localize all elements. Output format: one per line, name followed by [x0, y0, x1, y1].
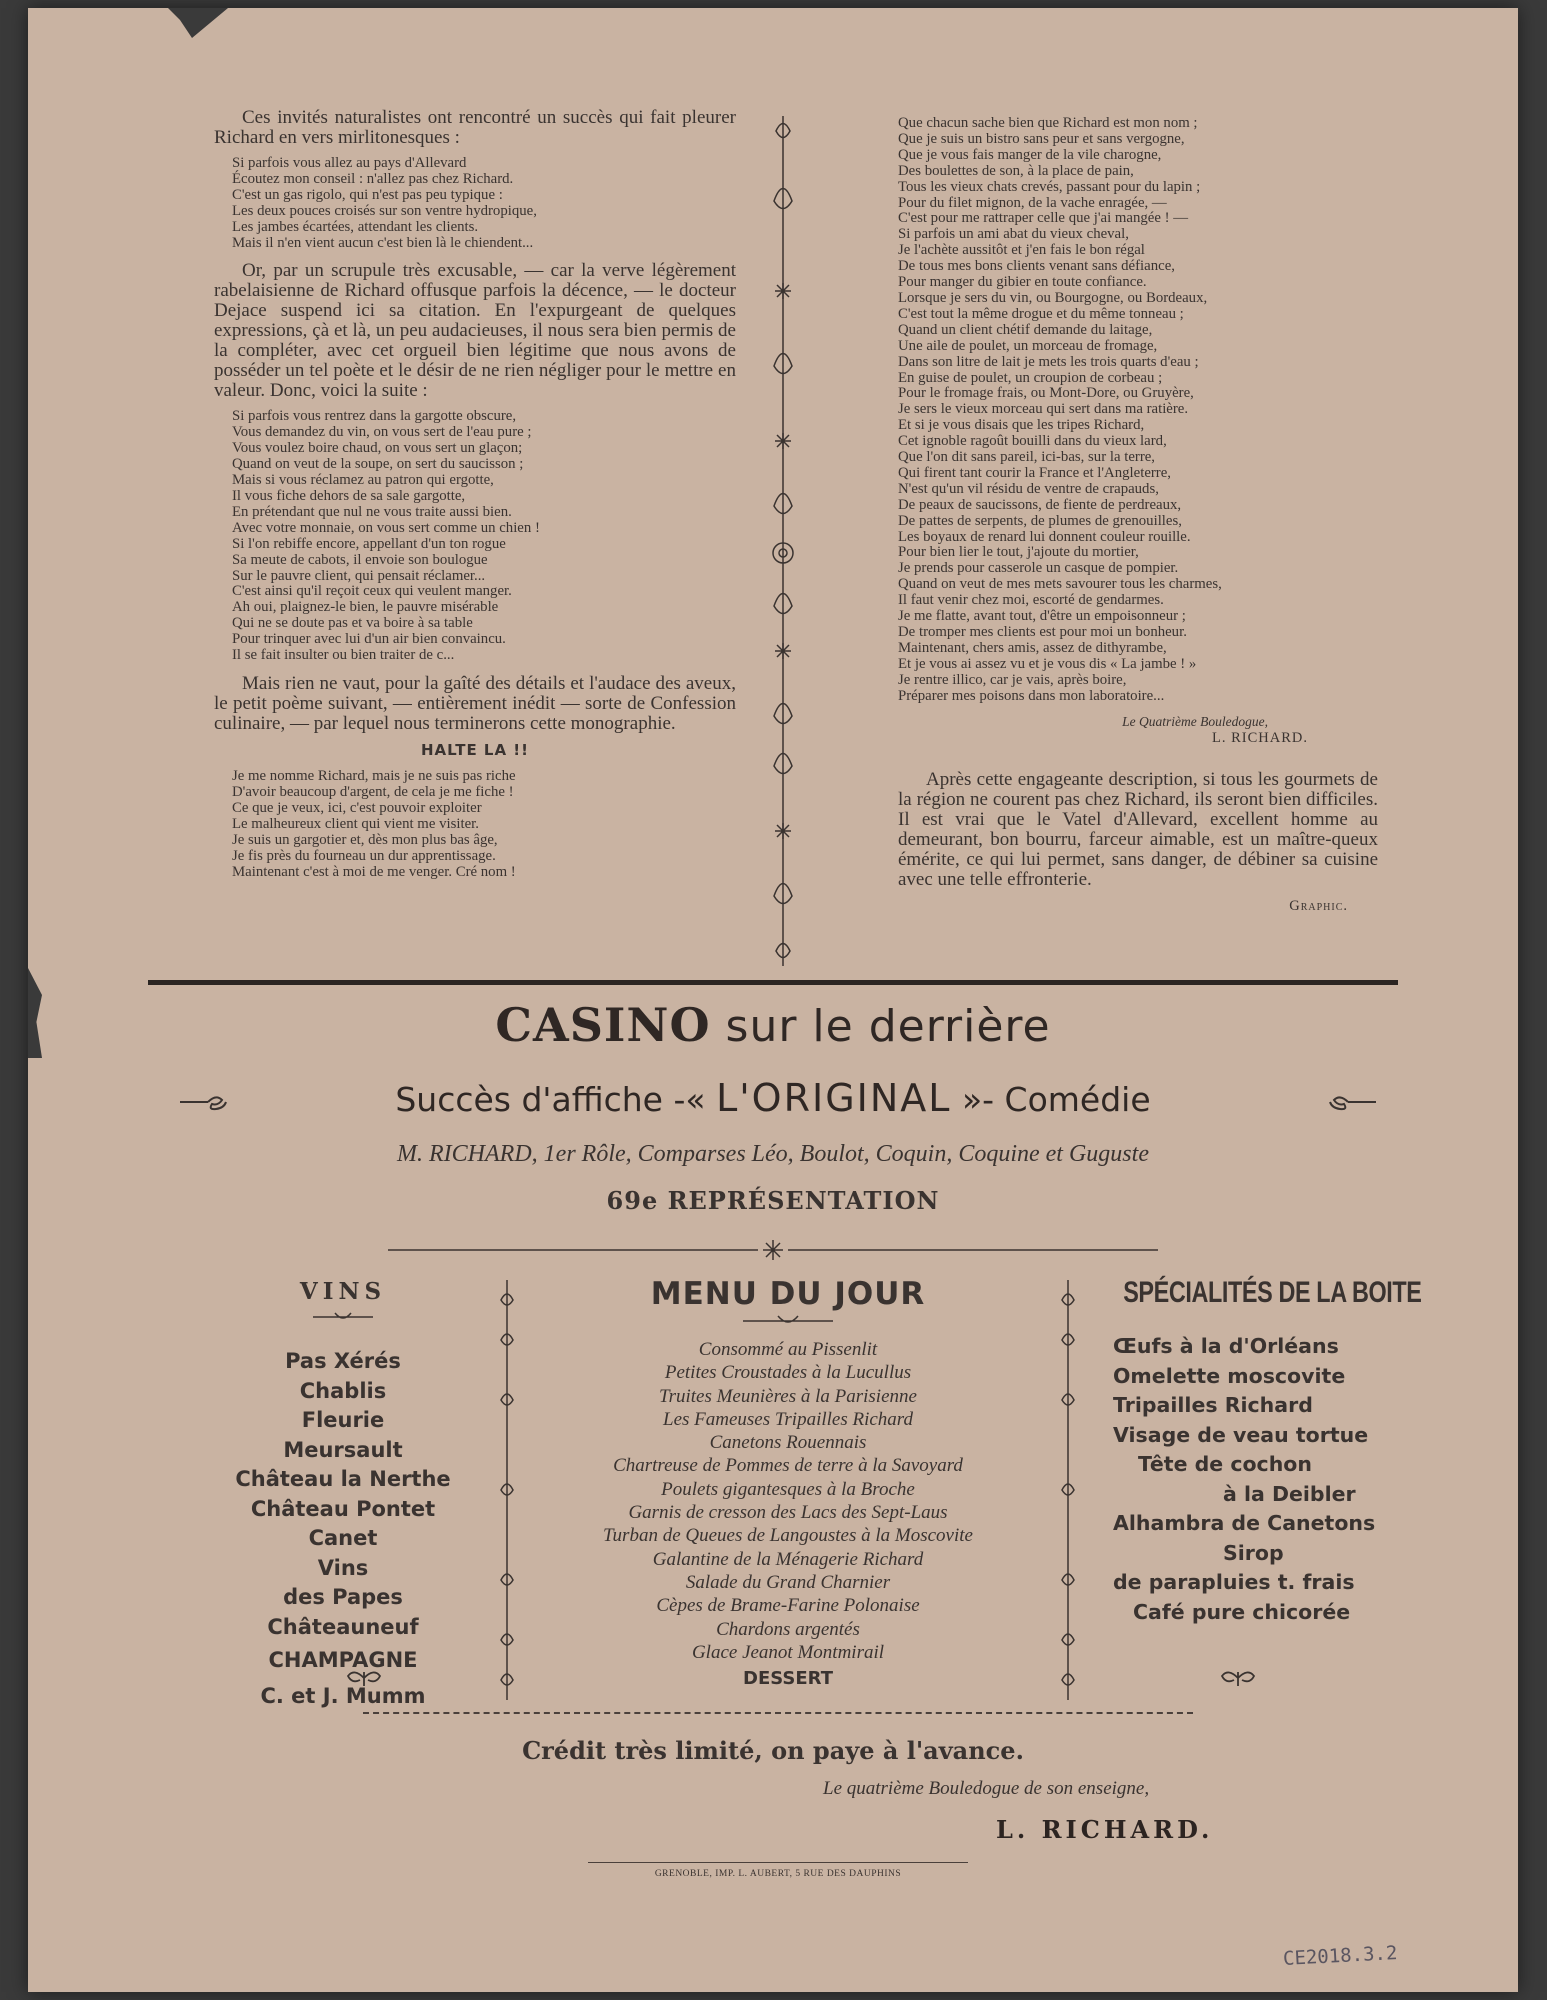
verse-line: Il faut venir chez moi, escorté de gendarmes.	[898, 592, 1164, 609]
wine-item: Château Pontet Canet	[250, 1496, 436, 1550]
verse-line: De tous mes bons clients venant sans défiance,	[898, 258, 1175, 275]
article-right-column	[898, 116, 1378, 915]
footer-signature: L. RICHARD.	[996, 1815, 1214, 1844]
verse-line: Qui firent tant courir la France et l'Angleterre,	[898, 464, 1172, 481]
menu-du-jour-column	[533, 1276, 1043, 1689]
succes-suffix: »- Comédie	[951, 1080, 1151, 1119]
verse-block-2	[232, 409, 736, 664]
verse-line: Que je suis un bistro sans peur et sans vergogne,	[898, 130, 1185, 147]
verse-line: Pour trinquer avec lui d'un air bien convaincu.	[232, 631, 506, 648]
verse-line: De tromper mes clients est pour moi un bonheur.	[898, 624, 1187, 640]
verse-line: Il vous fiche dehors de sa sale gargotte,	[232, 487, 466, 504]
closing-paragraph: Après cette engageante description, si tous les gourmets de la région ne courent pas chez Richard, ils seront bien difficiles. Il est vrai que le Vatel d'Allevard, excellent homme au demeurant, bon bourru, farceur aimable, est un maître-queux émérite, ce qui lui permet, sans danger, de débiner sa cuisine avec une telle effronterie.	[898, 768, 1378, 890]
verse-line: C'est ainsi qu'il reçoit ceux qui veulent manger.	[232, 583, 512, 600]
wine-item: Vins	[317, 1555, 369, 1580]
menu-item: Truites Meunières à la Parisienne	[659, 1385, 917, 1407]
verse-line: Mais si vous réclamez au patron qui ergotte,	[232, 472, 494, 489]
verse-line: Sur le pauvre client, qui pensait réclamer...	[232, 567, 486, 584]
verse-line: Les boyaux de renard lui donnent couleur rouille.	[898, 528, 1191, 545]
menu-item: Canetons Rouennais	[709, 1432, 867, 1454]
verse-line: Il se fait insulter ou bien traiter de c...	[232, 647, 455, 664]
verse-line: Quand un client chétif demande du laitage,	[898, 321, 1153, 338]
specialty-item: Sirop	[1223, 1540, 1284, 1565]
verse-line: De peaux de saucissons, de fiente de perdreaux,	[898, 496, 1182, 513]
printer-imprint: GRENOBLE, IMP. L. AUBERT, 5 RUE DES DAUPHINS	[588, 1862, 968, 1879]
menu-item: Garnis de cresson des Lacs des Sept-Laus	[628, 1502, 948, 1524]
specialty-item: Œufs à la d'Orléans	[1113, 1334, 1339, 1358]
vins-title: VINS	[299, 1278, 387, 1305]
verse-line: Si parfois vous allez au pays d'Allevard	[232, 155, 467, 171]
menu-item: Chardons argentés	[716, 1618, 860, 1640]
succes-prefix: Succès d'affiche -«	[395, 1080, 717, 1119]
menu-item: Chartreuse de Pommes de terre à la Savoyard	[613, 1455, 963, 1477]
verse-line: De pattes de serpents, de plumes de grenouilles,	[898, 512, 1182, 529]
verse-line: Pour le fromage frais, ou Mont-Dore, ou Gruyère,	[898, 385, 1194, 402]
verse-line: Maintenant c'est à moi de me venger. Cré nom !	[232, 863, 516, 880]
star-divider	[388, 1240, 1158, 1260]
verse-line: Vous demandez du vin, on vous sert de l'eau pure ;	[232, 424, 532, 441]
poster-sheet	[28, 8, 1518, 1992]
succes-line	[28, 1076, 1518, 1120]
verse-line: Je rentre illico, car je vais, après boire,	[898, 671, 1127, 688]
verse-line: Pour manger du gibier en toute confiance.	[898, 274, 1147, 291]
verse-line: Je prends pour casserole un casque de pompier.	[898, 560, 1179, 577]
menu-item: Turban de Queues de Langoustes à la Moscovite	[603, 1525, 973, 1547]
article-signature: Graphic.	[1289, 897, 1348, 914]
vins-column	[213, 1278, 473, 1711]
ornamental-divider	[768, 116, 798, 966]
verse-line: C'est tout la même drogue et du même tonneau ;	[898, 305, 1184, 322]
catalog-reference: CE2018.3.2	[1282, 1942, 1398, 1970]
verse-line: Que je vous fais manger de la vile charogne,	[898, 146, 1162, 163]
verse-line: Dans son litre de lait je mets les trois quarts d'eau ;	[898, 353, 1199, 370]
verse-line: Pour du filet mignon, de la vache enragée, —	[898, 194, 1167, 211]
credit-notice: Crédit très limité, on paye à l'avance.	[522, 1736, 1024, 1765]
verse-line: Et si je vous disais que les tripes Richard,	[898, 417, 1145, 434]
verse-line: Qui ne se doute pas et va boire à sa table	[232, 615, 473, 632]
verse-line: Je me flatte, avant tout, d'être un empoisonneur ;	[898, 608, 1186, 625]
intro-paragraph: Ces invités naturalistes ont rencontré un succès qui fait pleurer Richard en vers mirlitonesques :	[214, 107, 736, 148]
specialty-item: Omelette moscovite	[1113, 1363, 1346, 1388]
menu-item: Galantine de la Ménagerie Richard	[652, 1548, 924, 1570]
casino-subtitle: sur le derrière	[710, 1001, 1051, 1052]
verse-line: Et je vous ai assez vu et je vous dis « La jambe ! »	[898, 655, 1197, 672]
cast-line: M. RICHARD, 1er Rôle, Comparses Léo, Boulot, Coquin, Coquine et Guguste	[397, 1141, 1149, 1167]
casino-word: CASINO	[495, 998, 711, 1052]
title-flourish-icon	[743, 1314, 833, 1328]
section-divider-rule	[148, 980, 1398, 985]
verse-block-right	[898, 116, 1378, 705]
article-left-column	[214, 108, 736, 891]
verse-line: C'est un gas rigolo, qui n'est pas peu typique :	[232, 186, 503, 203]
verse-block-3	[232, 769, 736, 880]
casino-title	[28, 998, 1518, 1052]
poem-signature-name: L. RICHARD.	[1212, 730, 1308, 747]
verse-line: Quand on veut de mes mets savourer tous les charmes,	[898, 576, 1222, 593]
menu-item: Cèpes de Brame-Farine Polonaise	[656, 1595, 920, 1617]
verse-line: Lorsque je sers du vin, ou Bourgogne, ou Bordeaux,	[898, 289, 1208, 306]
verse-line: Sa meute de cabots, il envoie son boulogue	[232, 551, 488, 568]
wine-item: C. et J. Mumm	[260, 1683, 426, 1708]
verse-line: Que l'on dit sans pareil, ici-bas, sur la terre,	[898, 449, 1156, 466]
verse-block-1	[232, 156, 736, 251]
verse-line: Maintenant, chers amis, assez de dithyrambe,	[898, 639, 1167, 656]
verse-line: N'est qu'un vil résidu de ventre de crapauds,	[898, 480, 1159, 497]
menu-item: Salade du Grand Charnier	[685, 1571, 891, 1593]
menu-item: Glace Jeanot Montmirail	[691, 1641, 885, 1663]
title-flourish-icon	[313, 1311, 373, 1323]
verse-line: Les jambes écartées, attendant les clients.	[232, 218, 479, 235]
specialites-column	[1088, 1276, 1422, 1627]
representation-count: 69e REPRÉSENTATION	[606, 1186, 940, 1215]
specialty-item: Alhambra de Canetons	[1113, 1511, 1376, 1535]
dessert-label: DESSERT	[743, 1668, 833, 1690]
verse-line: Écoutez mon conseil : n'allez pas chez Richard.	[232, 170, 514, 187]
menu-item: Poulets gigantesques à la Broche	[661, 1478, 915, 1500]
verse-line: Ce que je veux, ici, c'est pouvoir exploiter	[232, 800, 482, 817]
wine-item: Fleurie	[301, 1408, 385, 1432]
verse-line: Ah oui, plaignez-le bien, le pauvre misérable	[232, 599, 499, 616]
verse-line: Je l'achète aussitôt et j'en fais le bon régal	[898, 242, 1145, 259]
dashed-divider	[363, 1712, 1193, 1714]
spec-flourish-icon	[1218, 1668, 1258, 1688]
verse-line: Avec votre monnaie, on vous sert comme un chien !	[232, 519, 540, 536]
menu-item: Consommé au Pissenlit	[698, 1339, 878, 1360]
verse-line: Préparer mes poisons dans mon laboratoire...	[898, 687, 1165, 704]
verse-line: Vous voulez boire chaud, on vous sert un glaçon;	[232, 440, 523, 457]
poem-signature-lead: Le Quatrième Bouledogue,	[1122, 713, 1268, 729]
original-title: L'ORIGINAL	[716, 1076, 952, 1120]
verse-line: D'avoir beaucoup d'argent, de cela je me fiche !	[232, 784, 514, 801]
verse-line: En guise de poulet, un croupion de corbeau ;	[898, 369, 1163, 386]
verse-line: Je sers le vieux morceau qui sert dans ma ratière.	[898, 401, 1189, 418]
wine-item: Pas Xérés	[285, 1349, 401, 1373]
verse-line: Si parfois un ami abat du vieux cheval,	[898, 226, 1129, 243]
verse-line: Je fis près du fourneau un dur apprentissage.	[232, 847, 496, 864]
vins-flourish-icon	[344, 1668, 384, 1688]
right-flourish-icon	[1328, 1092, 1378, 1112]
wine-item: Chablis	[299, 1378, 387, 1403]
specialites-title: SPÉCIALITÉS DE LA BOITE	[1123, 1276, 1422, 1309]
specialty-item: de parapluies t. frais	[1113, 1570, 1355, 1594]
verse-line: Mais il n'en vient aucun c'est bien là le chiendent...	[232, 234, 534, 251]
specialty-item: à la Deibler	[1223, 1481, 1356, 1506]
wine-item: Château la Nerthe	[235, 1467, 451, 1491]
specialty-item: Visage de veau tortue	[1113, 1422, 1369, 1447]
verse-line: En prétendant que nul ne vous traite aussi bien.	[232, 503, 512, 520]
verse-line: Si parfois vous rentrez dans la gargotte obscure,	[232, 408, 517, 425]
menu-item: Petites Croustades à la Lucullus	[664, 1362, 912, 1384]
verse-line: Pour bien lier le tout, j'ajoute du mortier,	[898, 544, 1139, 561]
verse-line: Tous les vieux chats crevés, passant pour du lapin ;	[898, 178, 1201, 195]
specialty-item: Tête de cochon	[1138, 1452, 1312, 1476]
wine-item: des Papes Châteauneuf	[267, 1585, 419, 1639]
paragraph-3: Mais rien ne vaut, pour la gaîté des détails et l'audace des aveux, le petit poème suivant, — entièrement inédit — sorte de Confession culinaire, — par lequel nous terminerons cette monographie.	[214, 672, 736, 734]
wine-item: Meursault	[283, 1437, 403, 1462]
paragraph-2: Or, par un scrupule très excusable, — car la verve légèrement rabelaisienne de Richard offusque parfois la décence, — le docteur Dejace suspend ici sa citation. En l'expurgeant de quelques expressions, çà et là, un peu audacieuses, il nous sera bien permis de la compléter, avec cet orgueil bien légitime que nous avons de posséder un tel poète et le désir de ne rien négliger pour le mettre en valeur. Donc, voici la suite :	[214, 260, 736, 402]
verse-line: Une aile de poulet, un morceau de fromage,	[898, 337, 1158, 354]
verse-line: Que chacun sache bien que Richard est mon nom ;	[898, 115, 1198, 131]
verse-line: Le malheureux client qui vient me visiter.	[232, 816, 479, 833]
verse-line: Des boulettes de son, à la place de pain,	[898, 162, 1134, 179]
menu-item: Les Fameuses Tripailles Richard	[663, 1408, 913, 1430]
verse-line: Quand on veut de la soupe, on sert du saucisson ;	[232, 456, 524, 473]
verse-line: Les deux pouces croisés sur son ventre hydropique,	[232, 202, 537, 219]
wine-item: CHAMPAGNE	[268, 1648, 418, 1672]
verse-line: Je me nomme Richard, mais je ne suis pas riche	[232, 768, 516, 785]
vertical-ornament-left	[498, 1280, 516, 1700]
tear-top-left	[168, 8, 228, 38]
enseigne-line: Le quatrième Bouledogue de son enseigne,	[823, 1778, 1150, 1799]
vertical-ornament-right	[1059, 1280, 1077, 1700]
verse-line: Si l'on rebiffe encore, appellant d'un ton rogue	[232, 535, 506, 552]
specialty-item: Café pure chicorée	[1133, 1599, 1351, 1624]
specialites-list	[1113, 1332, 1408, 1627]
verse-line: C'est pour me rattraper celle que j'ai mangée ! —	[898, 210, 1189, 227]
poem-title: HALTE LA !!	[420, 740, 529, 759]
menu-title: MENU DU JOUR	[650, 1276, 926, 1312]
verse-line: Je suis un gargotier et, dès mon plus bas âge,	[232, 832, 498, 849]
specialty-item: Tripailles Richard	[1113, 1393, 1313, 1417]
verse-line: Cet ignoble ragoût bouilli dans du vieux lard,	[898, 433, 1167, 450]
